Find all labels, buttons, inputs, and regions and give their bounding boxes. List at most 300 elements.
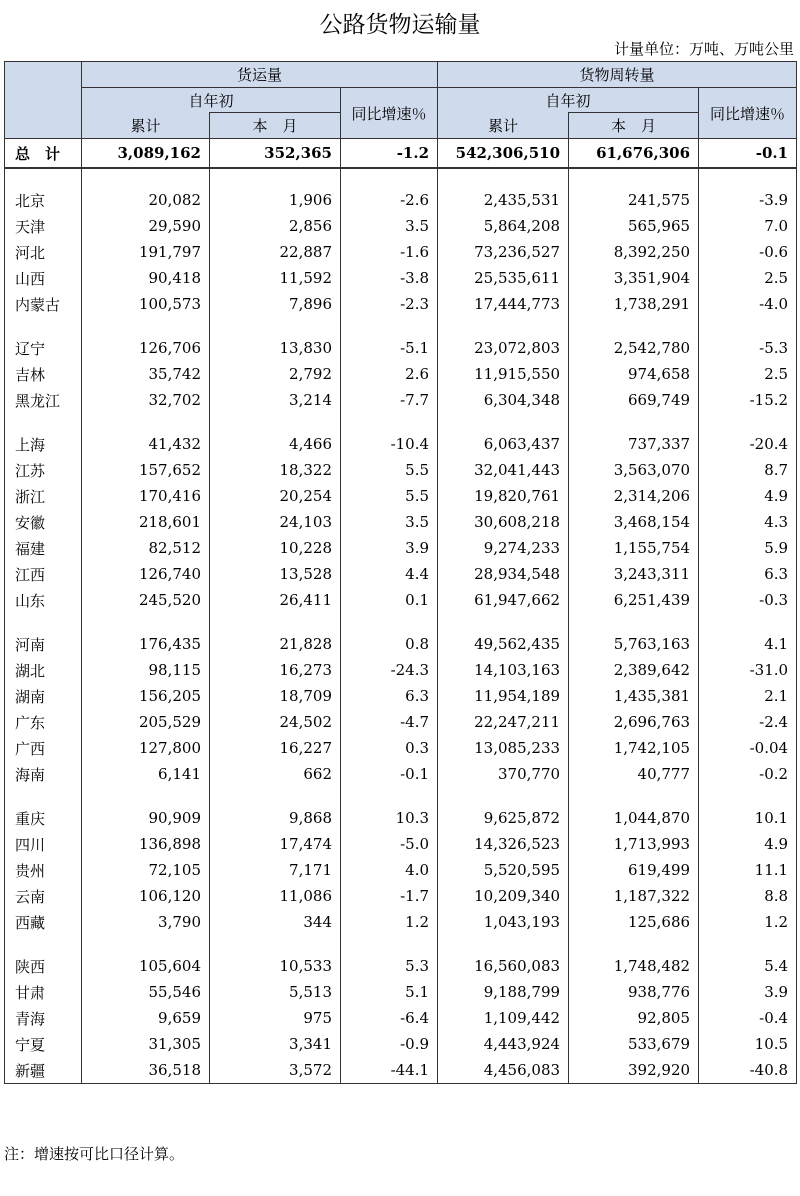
table-row [5,953,797,979]
spacer-cell [210,613,341,631]
spacer-cell [699,413,797,431]
volume-yoy-cell: 3.5 [341,509,438,535]
volume-month-cell: 11,086 [210,883,341,909]
turnover-ytd-cell: 9,274,233 [438,535,569,561]
turnover-month-cell: 3,243,311 [569,561,699,587]
volume-yoy-cell: 4.4 [341,561,438,587]
volume-ytd-cell: 90,418 [82,265,210,291]
volume-ytd-cell: 100,573 [82,291,210,317]
region-name: 西藏 [5,909,82,935]
volume-yoy-cell: -2.3 [341,291,438,317]
turnover-yoy-cell: 5.9 [699,535,797,561]
volume-ytd-cell: 35,742 [82,361,210,387]
turnover-ytd-cell: 5,520,595 [438,857,569,883]
volume-ytd-cell: 170,416 [82,483,210,509]
turnover-yoy-header: 同比增速％ [699,88,797,139]
turnover-yoy-cell: 2.5 [699,361,797,387]
spacer-cell [699,613,797,631]
turnover-ytd-cell: 542,306,510 [438,139,569,169]
turnover-month-cell: 241,575 [569,187,699,213]
turnover-ytd-cell: 5,864,208 [438,213,569,239]
volume-yoy-cell: -3.8 [341,265,438,291]
page-title: 公路货物运输量 [319,12,481,38]
turnover-month-cell: 1,738,291 [569,291,699,317]
turnover-ytd-cell: 23,072,803 [438,335,569,361]
volume-ytd-cell: 36,518 [82,1057,210,1084]
turnover-ytd-cell: 11,915,550 [438,361,569,387]
volume-month-cell: 352,365 [210,139,341,169]
turnover-month-cell: 8,392,250 [569,239,699,265]
turnover-ytd-cell: 19,820,761 [438,483,569,509]
volume-month-header: 本 月 [210,113,341,139]
turnover-month-cell: 125,686 [569,909,699,935]
volume-month-cell: 3,341 [210,1031,341,1057]
turnover-yoy-cell: -0.3 [699,587,797,613]
volume-month-cell: 7,896 [210,291,341,317]
region-name: 陕西 [5,953,82,979]
turnover-month-cell: 92,805 [569,1005,699,1031]
volume-yoy-cell: 0.8 [341,631,438,657]
table-row [5,457,797,483]
volume-month-cell: 4,466 [210,431,341,457]
table-row [5,483,797,509]
volume-ytd-cell: 32,702 [82,387,210,413]
spacer-cell [82,935,210,953]
volume-month-cell: 10,228 [210,535,341,561]
volume-ytd-cell: 3,790 [82,909,210,935]
turnover-month-cell: 61,676,306 [569,139,699,169]
volume-yoy-cell: -0.1 [341,761,438,787]
volume-yoy-cell: 4.0 [341,857,438,883]
volume-ytd-cell: 90,909 [82,805,210,831]
spacer-cell [438,168,569,187]
region-name: 天津 [5,213,82,239]
turnover-month-cell: 619,499 [569,857,699,883]
volume-month-cell: 13,528 [210,561,341,587]
turnover-ytd-cell: 10,209,340 [438,883,569,909]
turnover-month-header: 本 月 [569,113,699,139]
turnover-month-cell: 938,776 [569,979,699,1005]
turnover-month-cell: 1,187,322 [569,883,699,909]
volume-yoy-cell: 0.3 [341,735,438,761]
spacer-cell [341,613,438,631]
region-name: 四川 [5,831,82,857]
volume-ytd-header-top: 自年初 [82,88,341,113]
turnover-month-cell: 3,563,070 [569,457,699,483]
turnover-ytd-cell: 25,535,611 [438,265,569,291]
turnover-yoy-cell: -2.4 [699,709,797,735]
volume-month-cell: 2,856 [210,213,341,239]
turnover-yoy-cell: 5.4 [699,953,797,979]
region-name: 安徽 [5,509,82,535]
volume-ytd-cell: 29,590 [82,213,210,239]
table-row [5,1005,797,1031]
turnover-yoy-cell: -0.4 [699,1005,797,1031]
turnover-month-cell: 669,749 [569,387,699,413]
volume-month-cell: 17,474 [210,831,341,857]
volume-yoy-header: 同比增速％ [341,88,438,139]
turnover-yoy-cell: 3.9 [699,979,797,1005]
turnover-month-cell: 565,965 [569,213,699,239]
volume-ytd-cell: 20,082 [82,187,210,213]
spacer-cell [82,787,210,805]
region-name: 河北 [5,239,82,265]
turnover-yoy-cell: 11.1 [699,857,797,883]
turnover-ytd-cell: 14,103,163 [438,657,569,683]
region-name: 北京 [5,187,82,213]
volume-yoy-cell: 6.3 [341,683,438,709]
volume-yoy-cell: -6.4 [341,1005,438,1031]
table-row [5,335,797,361]
table-row [5,561,797,587]
region-name: 海南 [5,761,82,787]
spacer-cell [699,935,797,953]
volume-ytd-cell: 31,305 [82,1031,210,1057]
turnover-ytd-cell: 32,041,443 [438,457,569,483]
spacer-cell [5,413,82,431]
turnover-yoy-cell: -31.0 [699,657,797,683]
spacer-cell [341,317,438,335]
volume-yoy-cell: 3.9 [341,535,438,561]
turnover-ytd-cell: 6,304,348 [438,387,569,413]
volume-month-cell: 11,592 [210,265,341,291]
turnover-yoy-cell: -15.2 [699,387,797,413]
volume-month-cell: 3,572 [210,1057,341,1084]
volume-ytd-cell: 136,898 [82,831,210,857]
footnote: 注：增速按可比口径计算。 [4,1145,185,1163]
turnover-ytd-cell: 17,444,773 [438,291,569,317]
volume-month-cell: 26,411 [210,587,341,613]
volume-yoy-cell: 2.6 [341,361,438,387]
spacer-cell [5,935,82,953]
turnover-month-cell: 1,155,754 [569,535,699,561]
spacer-cell [569,613,699,631]
spacer-cell [438,413,569,431]
volume-ytd-cell: 105,604 [82,953,210,979]
volume-yoy-cell: 3.5 [341,213,438,239]
turnover-month-cell: 737,337 [569,431,699,457]
volume-ytd-cell: 156,205 [82,683,210,709]
turnover-month-cell: 2,542,780 [569,335,699,361]
region-name: 内蒙古 [5,291,82,317]
turnover-yoy-cell: 4.3 [699,509,797,535]
turnover-yoy-cell: -0.2 [699,761,797,787]
spacer-cell [5,613,82,631]
turnover-ytd-cell: 73,236,527 [438,239,569,265]
table-row [5,761,797,787]
volume-month-cell: 21,828 [210,631,341,657]
region-name: 重庆 [5,805,82,831]
spacer-cell [82,613,210,631]
table-row [5,431,797,457]
turnover-header: 货物周转量 [438,62,797,88]
turnover-yoy-cell: 8.7 [699,457,797,483]
volume-ytd-cell: 245,520 [82,587,210,613]
spacer-cell [699,168,797,187]
volume-yoy-cell: 0.1 [341,587,438,613]
volume-month-cell: 16,227 [210,735,341,761]
spacer-row [5,787,797,805]
spacer-cell [210,935,341,953]
volume-month-cell: 1,906 [210,187,341,213]
volume-yoy-cell: -44.1 [341,1057,438,1084]
turnover-ytd-cell: 11,954,189 [438,683,569,709]
table-row [5,683,797,709]
region-name: 上海 [5,431,82,457]
volume-ytd-cell: 205,529 [82,709,210,735]
turnover-yoy-cell: -5.3 [699,335,797,361]
volume-yoy-cell: -0.9 [341,1031,438,1057]
turnover-month-cell: 533,679 [569,1031,699,1057]
region-name: 贵州 [5,857,82,883]
turnover-ytd-cell: 61,947,662 [438,587,569,613]
table-row [5,909,797,935]
volume-month-cell: 24,103 [210,509,341,535]
spacer-cell [5,168,82,187]
volume-month-cell: 18,709 [210,683,341,709]
turnover-ytd-cell: 28,934,548 [438,561,569,587]
table-row [5,657,797,683]
turnover-ytd-header: 累计 [438,113,569,139]
spacer-cell [341,168,438,187]
region-name: 宁夏 [5,1031,82,1057]
freight-table [4,61,797,1084]
table-body [5,139,797,1084]
turnover-month-cell: 1,713,993 [569,831,699,857]
volume-yoy-cell: 5.5 [341,483,438,509]
volume-yoy-cell: 5.3 [341,953,438,979]
turnover-month-cell: 40,777 [569,761,699,787]
volume-yoy-cell: -1.6 [341,239,438,265]
turnover-month-cell: 2,389,642 [569,657,699,683]
volume-yoy-cell: 5.5 [341,457,438,483]
volume-ytd-cell: 9,659 [82,1005,210,1031]
turnover-yoy-cell: -3.9 [699,187,797,213]
turnover-month-cell: 1,748,482 [569,953,699,979]
volume-ytd-cell: 126,740 [82,561,210,587]
volume-ytd-header: 累计 [82,113,210,139]
turnover-month-cell: 3,351,904 [569,265,699,291]
spacer-cell [341,787,438,805]
turnover-ytd-cell: 2,435,531 [438,187,569,213]
turnover-ytd-cell: 9,625,872 [438,805,569,831]
volume-yoy-cell: 10.3 [341,805,438,831]
table-row [5,291,797,317]
region-name: 江西 [5,561,82,587]
turnover-yoy-cell: 2.1 [699,683,797,709]
spacer-row [5,413,797,431]
table-row [5,1031,797,1057]
table-row [5,979,797,1005]
turnover-ytd-cell: 1,043,193 [438,909,569,935]
turnover-month-cell: 5,763,163 [569,631,699,657]
region-name: 广东 [5,709,82,735]
turnover-yoy-cell: 6.3 [699,561,797,587]
spacer-cell [210,787,341,805]
turnover-month-cell: 974,658 [569,361,699,387]
region-name: 江苏 [5,457,82,483]
spacer-cell [341,413,438,431]
volume-ytd-cell: 176,435 [82,631,210,657]
volume-month-cell: 7,171 [210,857,341,883]
spacer-cell [341,935,438,953]
turnover-month-cell: 1,044,870 [569,805,699,831]
turnover-ytd-cell: 16,560,083 [438,953,569,979]
volume-ytd-cell: 41,432 [82,431,210,457]
turnover-ytd-cell: 22,247,211 [438,709,569,735]
turnover-yoy-cell: 7.0 [699,213,797,239]
region-name: 山东 [5,587,82,613]
freight-volume-header: 货运量 [82,62,438,88]
turnover-ytd-cell: 13,085,233 [438,735,569,761]
turnover-yoy-cell: 4.9 [699,831,797,857]
volume-yoy-cell: -24.3 [341,657,438,683]
spacer-cell [438,787,569,805]
volume-ytd-cell: 72,105 [82,857,210,883]
volume-yoy-cell: -1.2 [341,139,438,169]
volume-month-cell: 9,868 [210,805,341,831]
volume-yoy-cell: -2.6 [341,187,438,213]
turnover-yoy-cell: 1.2 [699,909,797,935]
volume-month-cell: 22,887 [210,239,341,265]
region-name: 新疆 [5,1057,82,1084]
volume-yoy-cell: 5.1 [341,979,438,1005]
turnover-yoy-cell: 2.5 [699,265,797,291]
volume-yoy-cell: -4.7 [341,709,438,735]
volume-yoy-cell: -5.1 [341,335,438,361]
spacer-cell [699,317,797,335]
volume-yoy-cell: -7.7 [341,387,438,413]
region-name: 河南 [5,631,82,657]
spacer-cell [438,317,569,335]
turnover-month-cell: 2,696,763 [569,709,699,735]
table-row [5,831,797,857]
table-row [5,509,797,535]
turnover-yoy-cell: 4.9 [699,483,797,509]
turnover-ytd-cell: 49,562,435 [438,631,569,657]
volume-month-cell: 5,513 [210,979,341,1005]
volume-yoy-cell: -10.4 [341,431,438,457]
table-row [5,387,797,413]
volume-month-cell: 18,322 [210,457,341,483]
spacer-row [5,613,797,631]
turnover-month-cell: 1,742,105 [569,735,699,761]
turnover-yoy-cell: -4.0 [699,291,797,317]
volume-ytd-cell: 218,601 [82,509,210,535]
volume-month-cell: 13,830 [210,335,341,361]
region-name: 广西 [5,735,82,761]
spacer-cell [569,413,699,431]
turnover-yoy-cell: -20.4 [699,431,797,457]
table-row [5,735,797,761]
turnover-month-cell: 6,251,439 [569,587,699,613]
volume-ytd-cell: 126,706 [82,335,210,361]
table-row [5,709,797,735]
table-row [5,535,797,561]
table-row [5,213,797,239]
turnover-month-cell: 392,920 [569,1057,699,1084]
volume-yoy-cell: -5.0 [341,831,438,857]
volume-month-cell: 24,502 [210,709,341,735]
volume-ytd-cell: 82,512 [82,535,210,561]
turnover-ytd-cell: 4,456,083 [438,1057,569,1084]
unit-label: 计量单位：万吨、万吨公里 [613,40,794,58]
spacer-cell [699,787,797,805]
turnover-yoy-cell: 10.5 [699,1031,797,1057]
turnover-ytd-cell: 370,770 [438,761,569,787]
volume-ytd-cell: 6,141 [82,761,210,787]
table-row [5,883,797,909]
spacer-cell [82,317,210,335]
turnover-month-cell: 1,435,381 [569,683,699,709]
table-row [5,805,797,831]
spacer-cell [82,413,210,431]
table-row [5,187,797,213]
region-name: 湖南 [5,683,82,709]
spacer-cell [438,935,569,953]
volume-month-cell: 10,533 [210,953,341,979]
turnover-ytd-header-top: 自年初 [438,88,699,113]
spacer-row [5,935,797,953]
total-row [5,139,797,169]
volume-ytd-cell: 127,800 [82,735,210,761]
region-name: 黑龙江 [5,387,82,413]
volume-yoy-cell: 1.2 [341,909,438,935]
turnover-ytd-cell: 9,188,799 [438,979,569,1005]
volume-month-cell: 344 [210,909,341,935]
volume-ytd-cell: 55,546 [82,979,210,1005]
region-name: 福建 [5,535,82,561]
volume-month-cell: 975 [210,1005,341,1031]
volume-month-cell: 3,214 [210,387,341,413]
table-header [5,62,797,139]
turnover-month-cell: 3,468,154 [569,509,699,535]
turnover-ytd-cell: 1,109,442 [438,1005,569,1031]
spacer-cell [569,317,699,335]
spacer-cell [5,787,82,805]
spacer-cell [210,413,341,431]
table-row [5,587,797,613]
volume-ytd-cell: 157,652 [82,457,210,483]
turnover-yoy-cell: -0.1 [699,139,797,169]
region-name: 青海 [5,1005,82,1031]
spacer-cell [438,613,569,631]
region-name: 云南 [5,883,82,909]
table-row [5,265,797,291]
table-row [5,239,797,265]
region-name: 浙江 [5,483,82,509]
turnover-ytd-cell: 14,326,523 [438,831,569,857]
turnover-yoy-cell: -0.6 [699,239,797,265]
spacer-cell [569,787,699,805]
turnover-ytd-cell: 30,608,218 [438,509,569,535]
region-name: 总 计 [5,139,82,169]
volume-ytd-cell: 3,089,162 [82,139,210,169]
table-row [5,1057,797,1084]
turnover-yoy-cell: -0.04 [699,735,797,761]
turnover-yoy-cell: 10.1 [699,805,797,831]
turnover-yoy-cell: 4.1 [699,631,797,657]
volume-ytd-cell: 106,120 [82,883,210,909]
spacer-cell [210,168,341,187]
volume-month-cell: 16,273 [210,657,341,683]
spacer-cell [569,935,699,953]
turnover-month-cell: 2,314,206 [569,483,699,509]
region-name: 吉林 [5,361,82,387]
turnover-yoy-cell: 8.8 [699,883,797,909]
spacer-cell [569,168,699,187]
volume-ytd-cell: 98,115 [82,657,210,683]
